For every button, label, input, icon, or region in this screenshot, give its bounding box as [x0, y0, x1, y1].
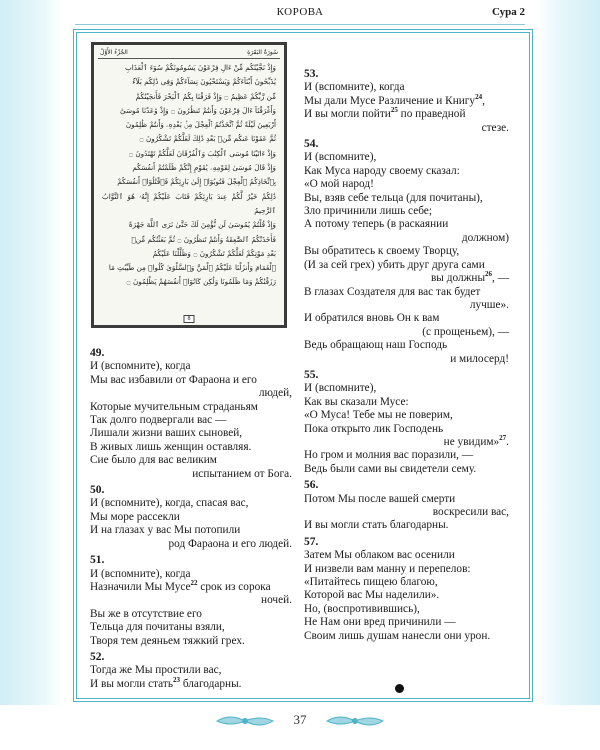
verse-line — [304, 423, 509, 436]
verse-line — [304, 339, 509, 352]
verse-line-text: Тогда же Мы простили вас, — [90, 664, 222, 677]
verse-line-text: (с прощеньем), — — [422, 325, 509, 338]
verse-line — [304, 549, 509, 562]
verse-line-text: И (вспомните), когда — [90, 360, 191, 373]
verse-line — [304, 108, 509, 121]
verse-line — [90, 538, 292, 551]
arabic-line: مِّن رَّبِّكُمْ عَظِيمٌ ۝ وَإِذْ فَرَقْنَا بِكُمُ ٱلْبَحْرَ فَأَنجَيْنَٰكُمْ — [135, 91, 276, 101]
arabic-line: رَزَقْنَٰكُمْ وَمَا ظَلَمُونَا وَلَٰكِن كَانُوٓا۟ أَنفُسَهُمْ يَظْلِمُونَ ۝ — [126, 277, 276, 287]
verse-line-text: Мы море рассекли — [90, 510, 180, 523]
verse-line — [90, 511, 292, 524]
translation-column-left — [90, 347, 292, 694]
arabic-sura-label: سُورَةُ البَقَرَةِ — [247, 49, 278, 56]
verse-block — [90, 347, 292, 481]
verse-line-text: Мы дали Мусе Различение и Книгу — [304, 94, 476, 107]
verse-line — [304, 205, 509, 218]
verse-line — [304, 506, 509, 519]
footnote-ref[interactable]: 23 — [173, 675, 180, 684]
footnote-ref[interactable]: 22 — [190, 579, 198, 588]
verse-line — [90, 468, 292, 481]
verse-line — [90, 454, 292, 467]
arabic-juz-label: الجُزْءُ الأَوَّلُ — [100, 49, 128, 56]
verse-line — [304, 409, 509, 422]
footnote-ref[interactable]: 25 — [390, 106, 398, 115]
verse-line — [304, 232, 509, 245]
verse-line-text: Но гром и молния вас поразили, — — [304, 449, 474, 462]
verse-line-text: И обратился вновь Он к вам — [304, 312, 440, 325]
verse-line — [90, 635, 292, 648]
verse-line — [304, 589, 509, 602]
arabic-panel-header — [98, 49, 280, 59]
verse-line-text: Ведь обращающ наш Господь — [304, 339, 448, 352]
verse-line — [304, 192, 509, 205]
verse-line — [90, 414, 292, 427]
verse-line-text: Мы вас избавили от Фараона и его — [90, 373, 257, 386]
verse-line — [304, 178, 509, 191]
header-sura: Сура 2 — [491, 6, 525, 18]
verse-line — [90, 524, 292, 537]
verse-line — [90, 387, 292, 400]
verse-line-text: «О мой народ! — [304, 178, 374, 191]
verse-number: 49. — [90, 347, 105, 359]
verse-line-tail: , — — [492, 272, 509, 285]
arabic-verses — [98, 59, 280, 292]
verse-line-tail: срок из сорока — [197, 580, 271, 593]
verse-line — [90, 360, 292, 373]
verse-line — [304, 449, 509, 462]
verse-number: 57. — [304, 535, 319, 548]
translation-column-right — [304, 68, 509, 646]
footer-ornament-right — [325, 712, 385, 730]
verse-line — [304, 312, 509, 325]
verse-line-text: Как Муса народу своему сказал: — [304, 164, 460, 177]
verse-line-text: род Фараона и его людей. — [168, 537, 292, 550]
verse-line-text: И вы могли пойти — [304, 108, 391, 121]
page-number: 37 — [293, 712, 307, 727]
verse-number: 51. — [90, 554, 105, 567]
end-bullet — [395, 684, 404, 693]
verse-line-text: ночей. — [261, 594, 292, 607]
verse-block — [90, 484, 292, 551]
verse-line — [90, 427, 292, 440]
verse-line-text: Но, (воспротивившись), — [304, 602, 420, 615]
page-footer — [0, 700, 600, 750]
footnote-ref[interactable]: 24 — [475, 93, 483, 102]
verse-line-text: Тельца для почитаны взяли, — [90, 621, 225, 634]
header-rule — [75, 24, 525, 25]
verse-line-text: Затем Мы облаком вас осенили — [304, 549, 455, 562]
verse-line-text: лучше». — [469, 298, 509, 311]
verse-number: 55. — [304, 368, 319, 381]
verse-block — [90, 554, 292, 648]
arabic-line: فَأَخَذَتْكُمُ ٱلصَّٰعِقَةُ وَأَنتُمْ تَنظُرُونَ ۝ ثُمَّ بَعَثْنَٰكُم مِّنۢ — [131, 234, 276, 244]
verse-line-text: В живых лишь женщин оставляя. — [90, 440, 252, 453]
verse-line-text: Своим лишь душам нанесли они урон. — [304, 629, 491, 642]
arabic-line: يُذَبِّحُونَ أَبْنَآءَكُمْ وَيَسْتَحْيُونَ نِسَآءَكُمْ وَفِى ذَٰلِكُم بَلَآءٌ — [132, 77, 276, 87]
verse-line — [304, 272, 509, 285]
verse-line — [304, 436, 509, 449]
verse-line-text: людей, — [258, 387, 292, 400]
verse-line-text: И на глазах у вас Мы потопили — [90, 524, 241, 537]
verse-number: 50. — [90, 484, 105, 497]
verse-line-text: И вы могли стать благодарны. — [304, 519, 449, 532]
verse-block — [304, 479, 509, 533]
verse-line-text: вы должны — [430, 272, 486, 285]
verse-line-text: Вы, взяв себе тельца (для почитаны), — [304, 191, 483, 204]
verse-line — [304, 382, 509, 395]
footer-ornament-left — [215, 712, 275, 730]
verse-number: 54. — [304, 138, 319, 151]
verse-line-text: «Питайтесь пищею благою, — [304, 576, 438, 589]
verse-block — [90, 651, 292, 691]
verse-block — [304, 536, 509, 643]
verse-line — [90, 581, 292, 594]
verse-line-text: «О Муса! Тебе мы не поверим, — [304, 409, 453, 422]
arabic-line: وَإِذْ نَجَّيْنَٰكُم مِّنْ ءَالِ فِرْعَوْنَ يَسُومُونَكُمْ سُوٓءَ ٱلْعَذَابِ — [125, 63, 276, 72]
verse-line-text: И (вспомните), — [304, 151, 377, 164]
verse-line-text: Так долго подвергали вас — — [90, 414, 227, 427]
verse-line — [90, 621, 292, 634]
verse-line-text: и милосерд! — [450, 352, 509, 365]
verse-line — [304, 95, 509, 108]
verse-line — [304, 165, 509, 178]
arabic-page-marker: 8 — [184, 315, 195, 323]
verse-line-text: воскресили вас, — [432, 506, 509, 518]
verse-line — [304, 463, 509, 476]
verse-line-text: Как вы сказали Мусе: — [304, 395, 409, 408]
verse-line-tail: . — [506, 435, 509, 448]
verse-line-text: Которой вас Мы наделили». — [304, 589, 440, 602]
verse-number: 53. — [304, 68, 319, 80]
verse-line — [90, 374, 292, 387]
verse-line — [304, 218, 509, 231]
verse-line-text: Вы же в отсутствие его — [90, 607, 202, 620]
verse-line-text: А потому теперь (в раскаянии — [304, 218, 449, 231]
arabic-line: وَإِذْ قَالَ مُوسَىٰ لِقَوْمِهِۦ يَٰقَوْمِ إِنَّكُمْ ظَلَمْتُمْ أَنفُسَكُم — [132, 163, 276, 173]
verse-line-text: Назначили Мы Мусе — [90, 580, 191, 593]
verse-line-text: Ведь были сами вы свидетели сему. — [304, 462, 477, 475]
verse-line — [304, 576, 509, 589]
verse-line — [304, 286, 509, 299]
verse-line — [304, 245, 509, 258]
verse-line-text: Творя тем деяньем тяжкий грех. — [90, 634, 245, 647]
arabic-line: بِٱتِّخَاذِكُمُ ٱلْعِجْلَ فَتُوبُوٓا۟ إِلَىٰ بَارِئِكُمْ فَٱقْتُلُوٓا۟ أَنفُسَكُمْ — [117, 177, 276, 187]
verse-line-text: стезе. — [481, 121, 509, 134]
verse-line — [90, 497, 292, 510]
verse-line-text: Лишали жизни ваших сыновей, — [90, 427, 243, 440]
verse-line-text: И (вспомните), когда — [90, 567, 191, 580]
header-title: КОРОВА — [276, 6, 324, 18]
verse-line-text: И низвели вам манну и перепелов: — [304, 562, 471, 575]
arabic-line: وَإِذْ ءَاتَيْنَا مُوسَى ٱلْكِتَٰبَ وَٱلْفُرْقَانَ لَعَلَّكُمْ تَهْتَدُونَ ۝ — [128, 148, 276, 158]
verse-line-text: И (вспомните), когда, спасая вас, — [90, 497, 249, 510]
verse-line-text: Потом Мы после вашей смерти — [304, 492, 456, 505]
verse-line — [304, 603, 509, 616]
verse-block — [304, 369, 509, 476]
verse-line-text: В глазах Создателя для вас так будет — [304, 285, 481, 298]
verse-line — [304, 630, 509, 643]
verse-line-text: Не Нам они вред причинили — — [304, 616, 456, 629]
verse-line — [90, 401, 292, 414]
verse-line — [90, 675, 292, 691]
arabic-line: ثُمَّ عَفَوْنَا عَنكُم مِّنۢ بَعْدِ ذَٰلِكَ لَعَلَّكُمْ تَشْكُرُونَ ۝ — [139, 134, 276, 144]
verse-line-text: Сие было для вас великим — [90, 454, 217, 467]
verse-line-text: должном) — [461, 231, 509, 244]
verse-number: 52. — [90, 650, 105, 663]
verse-block — [304, 138, 509, 366]
verse-line — [90, 594, 292, 607]
verse-line — [304, 326, 509, 339]
verse-line — [304, 122, 509, 135]
verse-line-text: И (вспомните), — [304, 382, 377, 395]
verse-line-tail: благодарны. — [180, 677, 242, 690]
arabic-line: بَعْدِ مَوْتِكُمْ لَعَلَّكُمْ تَشْكُرُونَ ۝ وَظَلَّلْنَا عَلَيْكُمُ — [152, 248, 276, 258]
verse-line-text: (И за сей грех) убить друг друга сами — [304, 258, 485, 271]
verse-line — [304, 563, 509, 576]
right-margin-tint — [538, 0, 600, 705]
verse-line — [304, 616, 509, 629]
running-header — [75, 6, 525, 24]
verse-line — [304, 299, 509, 312]
verse-line-text: Зло причинили лишь себе; — [304, 205, 432, 218]
verse-line-text: не увидим» — [443, 435, 500, 448]
verse-line-tail: , — [482, 94, 485, 107]
arabic-line: وَإِذْ قُلْتُمْ يَٰمُوسَىٰ لَن نُّؤْمِنَ لَكَ حَتَّىٰ نَرَى ٱللَّهَ جَهْرَةً — [128, 220, 276, 230]
verse-line-text: испытанием от Бога. — [192, 467, 292, 480]
verse-line-tail: по праведной — [397, 108, 466, 121]
verse-line — [304, 493, 509, 506]
verse-line-text: Вы обратитесь к своему Творцу, — [304, 245, 460, 258]
verse-line-text: Которые мучительным страданьям — [90, 400, 258, 413]
verse-line — [304, 151, 509, 164]
arabic-text-panel — [91, 42, 287, 328]
verse-line — [304, 396, 509, 409]
verse-line — [90, 441, 292, 454]
verse-line-text: И вы могли стать — [90, 677, 173, 690]
verse-block — [304, 68, 509, 135]
verse-line — [304, 353, 509, 366]
verse-line — [304, 259, 509, 272]
arabic-line: أَرْبَعِينَ لَيْلَةً ثُمَّ ٱتَّخَذْتُمُ ٱلْعِجْلَ مِنۢ بَعْدِهِۦ وَأَنتُمْ ظَٰلِمُونَ — [125, 120, 276, 130]
left-margin-tint — [0, 0, 62, 705]
footnote-ref[interactable]: 27 — [499, 434, 507, 443]
verse-line — [90, 664, 292, 677]
arabic-line: ٱلْغَمَامَ وَأَنزَلْنَا عَلَيْكُمُ ٱلْمَنَّ وَٱلسَّلْوَىٰ كُلُوا۟ مِن طَيِّبَٰتِ مَا — [108, 263, 276, 273]
footnote-ref[interactable]: 26 — [485, 270, 493, 279]
verse-line-text: Пока открыто лик Господень — [304, 422, 444, 435]
verse-line — [304, 519, 509, 532]
verse-line-text: И (вспомните), когда — [304, 81, 405, 94]
verse-number: 56. — [304, 479, 319, 492]
verse-line — [90, 608, 292, 621]
arabic-line: وَأَغْرَقْنَآ ءَالَ فِرْعَوْنَ وَأَنتُمْ تَنظُرُونَ ۝ وَإِذْ وَٰعَدْنَا مُوسَىٰٓ — [120, 105, 276, 115]
arabic-line: ذَٰلِكُمْ خَيْرٌ لَّكُمْ عِندَ بَارِئِكُمْ فَتَابَ عَلَيْكُمْ إِنَّهُۥ هُوَ ٱلتَّوَّابُ ٱلرَّحِيمُ — [102, 191, 276, 215]
